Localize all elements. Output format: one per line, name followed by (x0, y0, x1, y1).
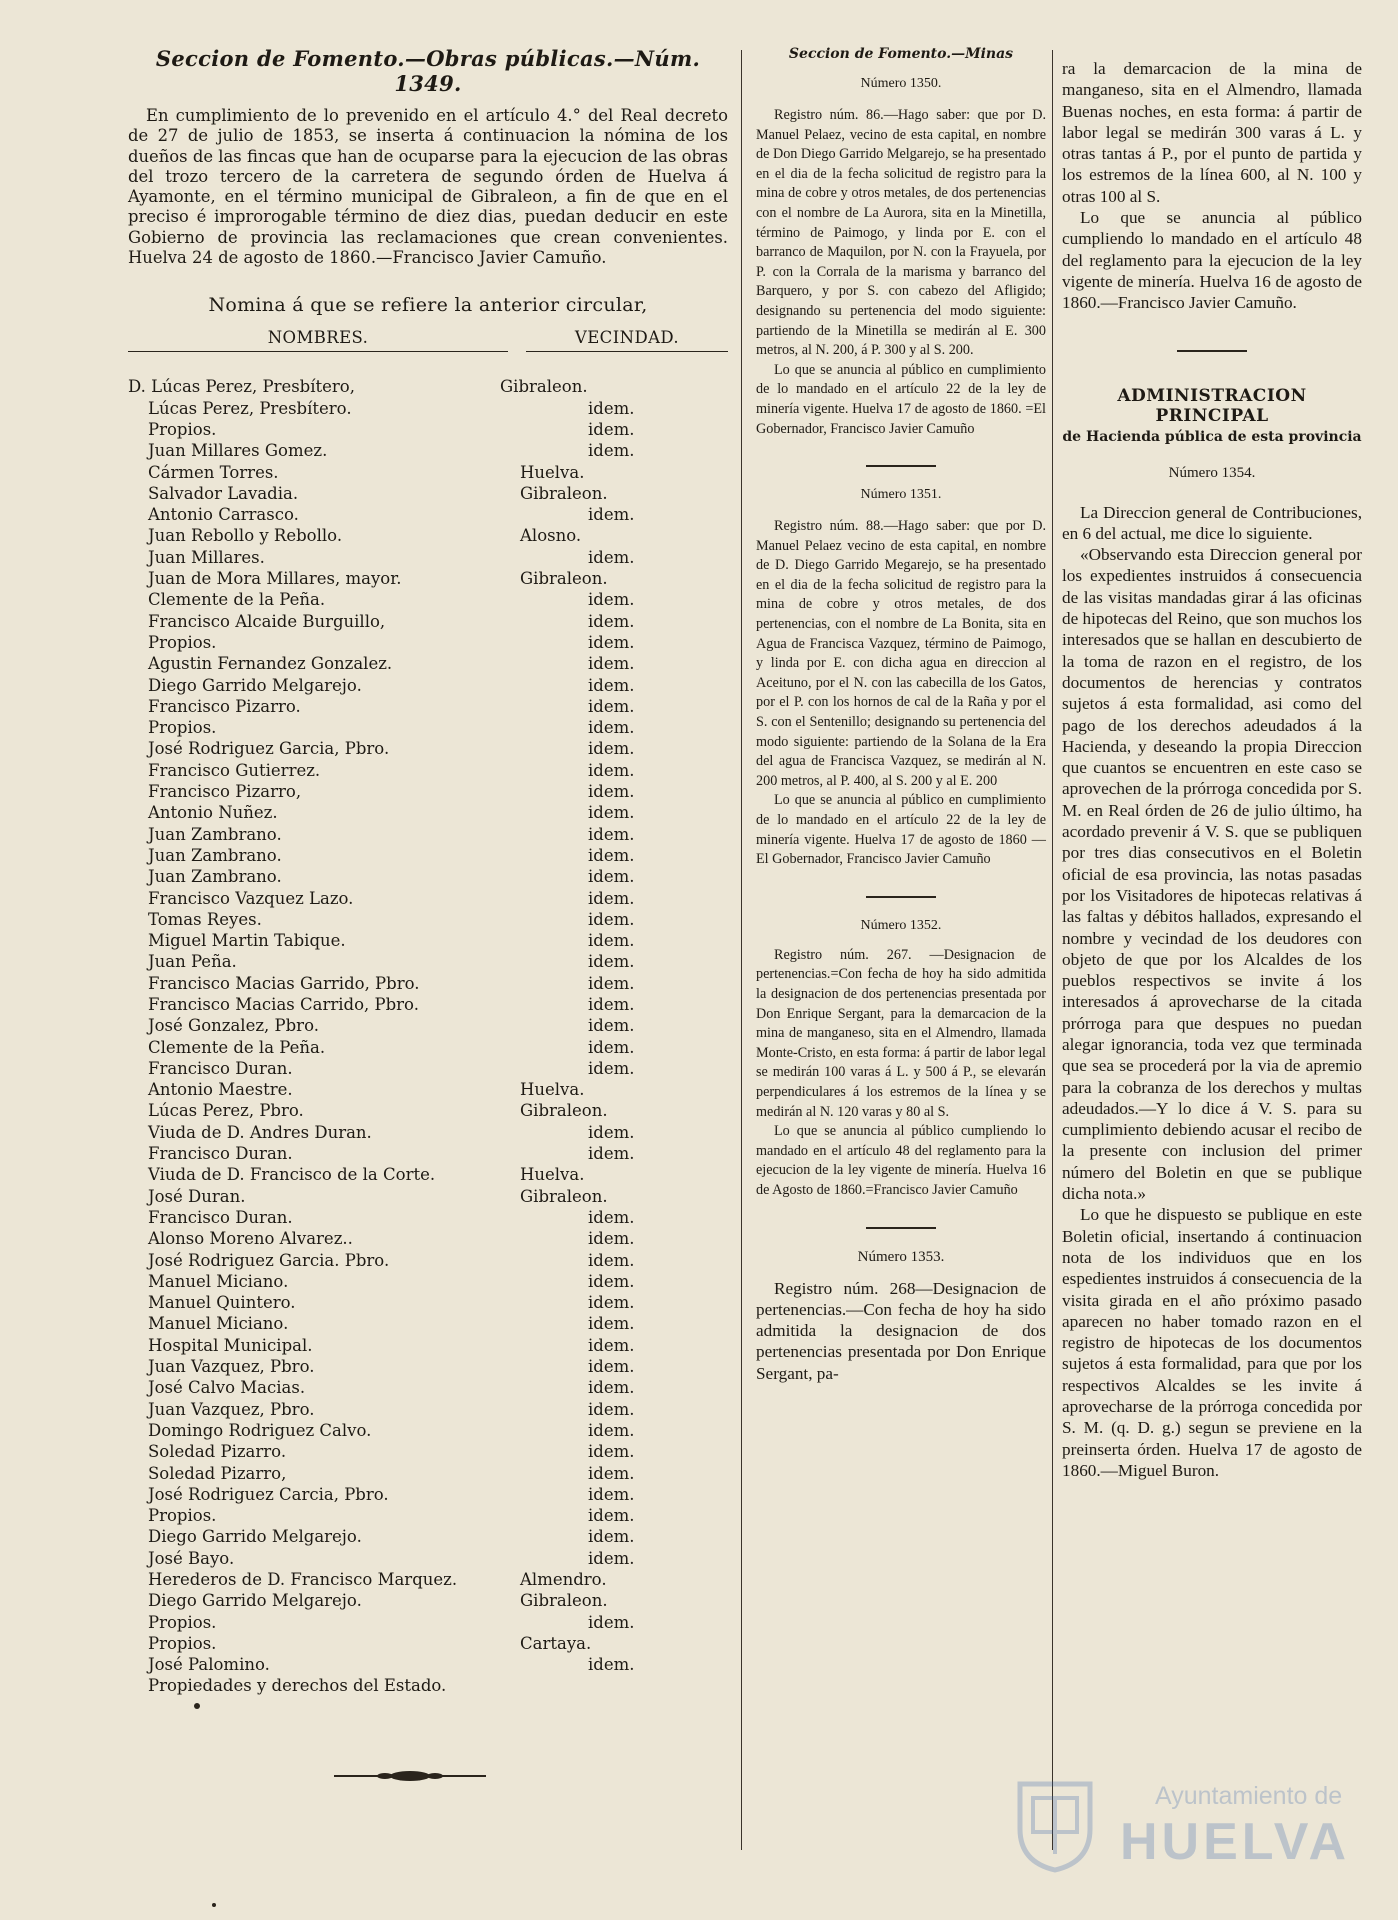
nomina-row (128, 760, 728, 781)
owner-vecindad: idem. (588, 1655, 635, 1675)
owner-vecindad: idem. (588, 845, 635, 865)
owner-vecindad: idem. (588, 760, 635, 780)
owner-name: Juan Vazquez, Pbro. (148, 1399, 315, 1419)
nomina-row (128, 781, 728, 802)
nomina-row (128, 1228, 728, 1249)
nomina-row (128, 909, 728, 930)
decorative-ornament (330, 1769, 490, 1783)
owner-name: Soledad Pizarro, (148, 1463, 287, 1483)
owner-name: Manuel Miciano. (148, 1314, 289, 1334)
nomina-row (128, 589, 728, 610)
number-1353: Número 1353. (857, 1248, 945, 1265)
nomina-row (128, 1015, 728, 1036)
owner-name: Diego Garrido Melgarejo. (148, 1527, 362, 1547)
owner-vecindad: idem. (588, 803, 635, 823)
column-divider-2 (1052, 50, 1053, 1850)
nomina-row (128, 525, 728, 546)
owner-name: Antonio Nuñez. (148, 803, 278, 823)
owner-name: José Bayo. (148, 1548, 235, 1568)
nomina-row (128, 1313, 728, 1334)
owner-vecindad: idem. (588, 1463, 635, 1483)
owner-name: Francisco Duran. (148, 1058, 293, 1078)
nomina-row (128, 1143, 728, 1164)
nomina-row (128, 504, 728, 525)
registro-86-text: Registro núm. 86.—Hago saber: que por D. Manuel Pelaez, vecino de esta capital, en nombre de Don Diego Garrido Melgarejo, se ha presentado en el dia de la fecha solicitud de registro para la mina de cobre y otros metales, de dos pertenencias con el nombre de La Aurora, sita en la Minetilla, término de Paimogo, y linda por E. con el barranco de Maquilon, por N. con la Frayuela, por P. con la Corrala de la marisma y barranco del Barquero, y por S. con cabezo del Afligido; designando su pertenencia del modo siguiente: partiendo de la Minetilla se medirán al E. 300 metros, al N. 200, á P. 300 y al S. 200. (756, 107, 1046, 359)
registro-86-closing: Lo que se anuncia al público en cumplimiento de lo mandado en el artículo 22 de la ley de minería vigente. Huelva 17 de agosto de 1860. =El Gobernador, Francisco Javier Camuño (756, 361, 1046, 437)
nomina-row (128, 802, 728, 823)
nomina-row (128, 1654, 728, 1675)
owner-name: Lúcas Perez, Pbro. (148, 1101, 304, 1121)
owner-vecindad: idem. (588, 718, 635, 738)
nomina-row (128, 611, 728, 632)
nomina-row (128, 462, 728, 483)
nomina-row (128, 1164, 728, 1185)
owner-name: José Rodriguez Garcia, Pbro. (148, 739, 390, 759)
nomina-row (128, 717, 728, 738)
nomina-row (128, 1058, 728, 1079)
nomina-row (128, 653, 728, 674)
hacienda-quote: «Observando esta Direccion general por los expedientes instruidos á consecuencia de las visitas mandadas girar á las oficinas de hipotecas del Reino, que son muchos los interesados que se hallan en descubierto de la toma de razon en el registro, de los documentos de herencias y contratos sujetos á esta formalidad, asi como del pago de los derechos adeudados á la Hacienda, y deseando la propia Direccion que cuantos se encuentren en este caso se aprovechen de la prórroga concedida por S. M. en Real órden de 26 de julio último, ha acordado prevenir á V. S. que se publiquen por tres dias consecutivos en el Boletin oficial de esa provincia, las notas pasadas por los Visitadores de hipotecas relativas á las faltas y débitos hallados, expresando el nombre y vecindad de los deudores con objeto de que por los Alcaldes de los pueblos respectivos se invite á los interesados á aprovecharse de la citada prórroga para que despues no puedan alegar ignorancia, toda vez que terminada que sea se procederá por la via de apremio para la cobranza de los derechos y multas adeudados.—Y lo dice á V. S. para su cumplimiento debiendo acusar el recibo de la presente con inclusion del primer número del Boletin en que se publique dicha nota.» (1062, 545, 1362, 1204)
owner-vecindad: Huelva. (520, 1165, 585, 1185)
owner-vecindad: idem. (588, 1314, 635, 1334)
watermark-line1: Ayuntamiento de (1155, 1782, 1343, 1810)
owner-name: Agustin Fernandez Gonzalez. (148, 654, 393, 674)
owner-name: Francisco Macias Garrido, Pbro. (148, 973, 420, 993)
nomina-row (128, 568, 728, 589)
owner-vecindad: idem. (588, 824, 635, 844)
nomina-row (128, 1569, 728, 1590)
hacienda-closing: Lo que he dispuesto se publique en este Boletin oficial, insertando á continuacion nota de los individuos que en los espedientes instruidos á consecuencia de la visita girada en el año próximo pasado aparecen no haber tomado razon en el registro de hipotecas de los documentos sujetos á esta formalidad, para que por los respectivos Alcaldes se les invite á aprovecharse de la prórroga concedida por S. M. (q. D. g.) segun se previene en la preinserta órden. Huelva 17 de agosto de 1860.—Miguel Buron. (1062, 1205, 1362, 1480)
column-obras-publicas (128, 46, 728, 1697)
owner-vecindad: idem. (588, 654, 635, 674)
print-speck (212, 1903, 216, 1907)
owner-name: Alonso Moreno Alvarez.. (148, 1229, 353, 1249)
registro-268-text: Registro núm. 268—Designacion de pertenencias.—Con fecha de hoy ha sido admitida la designacion de dos pertenencias presentada por Don Enrique Sergant, pa- (756, 1278, 1046, 1383)
owner-vecindad: idem. (588, 675, 635, 695)
owner-name: Francisco Pizarro. (148, 696, 301, 716)
owner-vecindad: idem. (588, 1399, 635, 1419)
nomina-row (128, 845, 728, 866)
owner-name: Clemente de la Peña. (148, 590, 326, 610)
nomina-row (128, 440, 728, 461)
separator-rule (866, 896, 936, 898)
nomina-row (128, 1633, 728, 1654)
owner-name: Propios. (148, 1633, 217, 1653)
owner-name: Juan de Mora Millares, mayor. (148, 569, 402, 589)
section-title-minas: Seccion de Fomento.—Minas (788, 46, 1014, 62)
nomina-list (128, 376, 728, 1696)
nomina-row (128, 419, 728, 440)
owner-name: Salvador Lavadia. (148, 483, 299, 503)
nomina-row (128, 376, 728, 397)
owner-vecindad: Almendro. (520, 1570, 607, 1589)
owner-vecindad: idem. (588, 1207, 635, 1227)
owner-name: Francisco Pizarro, (148, 782, 302, 802)
owner-vecindad: idem. (588, 867, 635, 887)
owner-name: Diego Garrido Melgarejo. (148, 675, 362, 695)
nomina-row (128, 973, 728, 994)
header-vecindad: VECINDAD. (526, 328, 728, 352)
owner-vecindad: Gibraleon. (520, 483, 608, 503)
owner-vecindad: Gibraleon. (520, 1101, 608, 1121)
owner-vecindad: idem. (588, 611, 635, 631)
owner-name: Francisco Vazquez Lazo. (148, 888, 354, 908)
owner-vecindad: idem. (588, 973, 635, 993)
owner-vecindad: idem. (588, 1229, 635, 1249)
owner-vecindad: Huelva. (520, 462, 585, 482)
owner-vecindad: idem. (588, 994, 635, 1014)
owner-vecindad: Gibraleon. (520, 1186, 608, 1206)
section-title-1349: Seccion de Fomento.—Obras públicas.—Núm. 1349. (155, 46, 701, 96)
nomina-row (128, 398, 728, 419)
nomina-row (128, 1037, 728, 1058)
column-minas (756, 46, 1046, 1384)
owner-name: José Gonzalez, Pbro. (148, 1016, 319, 1036)
owner-vecindad: idem. (588, 931, 635, 951)
owner-name: Juan Rebollo y Rebollo. (148, 526, 343, 546)
nomina-row (128, 866, 728, 887)
nomina-row (128, 1612, 728, 1633)
nomina-row (128, 1100, 728, 1121)
owner-name: Miguel Martin Tabique. (148, 931, 346, 951)
nomina-row (128, 1675, 728, 1696)
registro-268-continued: ra la demarcacion de la mina de manganeso, sita en el Almendro, llamada Buenas noches, en esta forma: á partir de labor legal se medirán 300 varas á L. y otras tantas á P., por el punto de partida y los estremos de la línea 600, al N. 100 y otras 100 al S. (1062, 59, 1362, 206)
owner-name: Diego Garrido Melgarejo. (148, 1591, 362, 1611)
nomina-row (128, 483, 728, 504)
watermark-line2: HUELVA (1120, 1813, 1351, 1871)
owner-vecindad: idem. (588, 441, 635, 461)
number-1351: Número 1351. (860, 487, 942, 503)
owner-name: Antonio Carrasco. (148, 505, 299, 525)
owner-vecindad: idem. (588, 1420, 635, 1440)
nomina-row (128, 1292, 728, 1313)
nomina-row (128, 1335, 728, 1356)
nomina-row (128, 632, 728, 653)
owner-vecindad: idem. (588, 590, 635, 610)
separator-rule (1177, 350, 1247, 352)
owner-vecindad: Gibraleon. (520, 1591, 608, 1611)
nomina-column-headers (128, 328, 728, 352)
registro-267-text: Registro núm. 267. —Designacion de pertenencias.=Con fecha de hoy ha sido admitida la designacion de dos pertenencias presentada por Don Enrique Sergant, para la demarcacion de la mina de manganeso, sita en el Almendro, llamada Monte-Cristo, en esta forma: á partir de labor legal se medirán 100 varas á L. y 500 á P., se elevarán perpendiculares á los estremos de la línea y se medirán al N. 120 varas y 80 al S. (756, 946, 1046, 1120)
nomina-row (128, 547, 728, 568)
nomina-row (128, 1420, 728, 1441)
owner-name: Antonio Maestre. (148, 1080, 293, 1100)
nomina-row (128, 1526, 728, 1547)
owner-vecindad: idem. (588, 1527, 635, 1547)
nomina-row (128, 994, 728, 1015)
owner-name: D. Lúcas Perez, Presbítero, (128, 377, 355, 397)
nomina-row (128, 1122, 728, 1143)
number-1354: Número 1354. (1168, 464, 1256, 481)
nomina-row (128, 696, 728, 717)
owner-vecindad: idem. (588, 1037, 635, 1057)
registro-267-closing: Lo que se anuncia al público cumpliendo lo mandado en el artículo 48 del reglamento para la ejecucion de la ley vigente de minería. Huelva 16 de Agosto de 1860.=Francisco Javier Camuño (756, 1123, 1046, 1198)
owner-name: Tomas Reyes. (148, 909, 262, 929)
nomina-row (128, 1399, 728, 1420)
owner-name: Hospital Municipal. (148, 1335, 313, 1355)
owner-vecindad: idem. (588, 782, 635, 802)
owner-vecindad: idem. (588, 739, 635, 759)
owner-name: Cármen Torres. (148, 462, 279, 482)
owner-name: Propios. (148, 632, 217, 652)
owner-name: Domingo Rodriguez Calvo. (148, 1420, 372, 1440)
owner-vecindad: Cartaya. (520, 1633, 592, 1653)
owner-vecindad: Gibraleon. (520, 569, 608, 589)
owner-name: Clemente de la Peña. (148, 1037, 326, 1057)
registro-268-closing: Lo que se anuncia al público cumpliendo lo mandado en el artículo 48 del reglamento para la ejecucion de la ley vigente de minería. Huelva 16 de agosto de 1860.—Francisco Javier Camuño. (1062, 208, 1362, 313)
owner-name: Propios. (148, 1612, 217, 1632)
nomina-row (128, 1441, 728, 1462)
owner-name: Propios. (148, 1506, 217, 1526)
owner-name: Manuel Miciano. (148, 1271, 289, 1291)
owner-vecindad: idem. (588, 1122, 635, 1142)
owner-vecindad: idem. (588, 1144, 635, 1164)
owner-vecindad: idem. (588, 1378, 635, 1398)
owner-name: Viuda de D. Andres Duran. (148, 1122, 372, 1142)
nomina-row (128, 1356, 728, 1377)
owner-name: Juan Millares Gomez. (148, 441, 328, 461)
owner-vecindad: idem. (588, 909, 635, 929)
nomina-row (128, 1484, 728, 1505)
owner-name: Juan Zambrano. (148, 845, 282, 865)
nomina-row (128, 1377, 728, 1398)
owner-name: Lúcas Perez, Presbítero. (148, 398, 352, 418)
separator-rule (866, 465, 936, 467)
nomina-row (128, 1271, 728, 1292)
owner-name: Propiedades y derechos del Estado. (148, 1676, 447, 1696)
owner-vecindad: idem. (588, 398, 635, 418)
owner-name: Francisco Macias Carrido, Pbro. (148, 994, 419, 1014)
nomina-row (128, 1505, 728, 1526)
nomina-row (128, 1590, 728, 1611)
registro-88-text: Registro núm. 88.—Hago saber: que por D. Manuel Pelaez vecino de esta capital, en nombre de D. Diego Garrido Megarejo, se ha presentado en el dia de la fecha solicitud de registro para la mina de cobre y otros metales, de dos pertenencias, con el nombre de La Bonita, sita en Agua de Francisca Vazquez, término de Paimogo, y linda por E. con dicha agua en direccion al Aceituno, por el N. con las cabecilla de los Gatos, por el P. con los hornos de cal de la Raña y por el S. con el Sentenillo; designando su pertenencia del modo siguiente: partiendo de la Solana de la Era del agua de Francisca Vazquez, se medirán al N. 200 metros, al P. 400, al S. 200 y al E. 200 (756, 518, 1046, 789)
nomina-row (128, 824, 728, 845)
nomina-row (128, 1079, 728, 1100)
owner-name: Soledad Pizarro. (148, 1442, 287, 1462)
owner-vecindad: idem. (588, 696, 635, 716)
owner-name: José Rodriguez Garcia. Pbro. (148, 1250, 390, 1270)
circular-1349-text: En cumplimiento de lo prevenido en el artículo 4.° del Real decreto de 27 de julio de 1853, se inserta á continuacion la nómina de los dueños de las fincas que han de ocuparse para la ejecucion de las obras del trozo tercero de la carretera de segundo órden de Huelva á Ayamonte, en el término municipal de Gibraleon, a fin de que en el preciso é improrogable término de diez dias, puedan deducir en este Gobierno de provincia las reclamaciones que crean convenientes. Huelva 24 de agosto de 1860.—Francisco Javier Camuño. (128, 106, 728, 268)
owner-vecindad: idem. (588, 505, 635, 525)
owner-vecindad: Huelva. (520, 1080, 585, 1100)
nomina-row (128, 951, 728, 972)
nomina-row (128, 1207, 728, 1228)
owner-name: Herederos de D. Francisco Marquez. (148, 1570, 458, 1589)
owner-name: Francisco Gutierrez. (148, 760, 321, 780)
owner-vecindad: idem. (588, 1271, 635, 1291)
separator-rule (866, 1227, 936, 1229)
owner-name: Juan Peña. (148, 952, 237, 972)
admin-subheading: de Hacienda pública de esta provincia (1062, 428, 1362, 445)
nomina-row (128, 675, 728, 696)
owner-name: Manuel Quintero. (148, 1293, 296, 1313)
owner-name: Viuda de D. Francisco de la Corte. (148, 1165, 436, 1185)
owner-vecindad: idem. (588, 952, 635, 972)
owner-vecindad: idem. (588, 1548, 635, 1568)
owner-name: José Rodriguez Carcia, Pbro. (148, 1484, 389, 1504)
owner-vecindad: idem. (588, 1612, 635, 1632)
owner-vecindad (520, 1675, 728, 1696)
nomina-row (128, 738, 728, 759)
owner-name: José Duran. (148, 1186, 246, 1206)
nomina-row (128, 930, 728, 951)
owner-vecindad: idem. (588, 1293, 635, 1313)
owner-name: Francisco Duran. (148, 1207, 293, 1227)
owner-vecindad: idem. (588, 1250, 635, 1270)
owner-name: José Calvo Macias. (148, 1378, 306, 1398)
owner-vecindad: Gibraleon. (500, 377, 588, 397)
owner-vecindad: Alosno. (520, 526, 582, 546)
owner-name: Propios. (148, 419, 217, 439)
owner-vecindad: idem. (588, 1016, 635, 1036)
owner-vecindad: idem. (588, 1058, 635, 1078)
registro-88-closing: Lo que se anuncia al público en cumplimiento de lo mandado en el artículo 22 de la ley de minería vigente. Huelva 17 de agosto de 1860 —El Gobernador, Francisco Javier Camuño (756, 792, 1046, 868)
number-1352: Número 1352. (860, 917, 942, 933)
owner-name: Juan Millares. (148, 547, 265, 567)
owner-name: Juan Zambrano. (148, 867, 282, 887)
hacienda-intro: La Direccion general de Contribuciones, en 6 del actual, me dice lo siguiente. (1062, 502, 1362, 543)
number-1350: Número 1350. (860, 76, 942, 91)
owner-vecindad: idem. (588, 1357, 635, 1377)
owner-name: Francisco Duran. (148, 1144, 293, 1164)
nomina-row (128, 1250, 728, 1271)
column-divider-1 (741, 50, 742, 1850)
owner-name: Juan Zambrano. (148, 824, 282, 844)
owner-name: Juan Vazquez, Pbro. (148, 1357, 315, 1377)
print-speck (194, 1703, 200, 1709)
nomina-row (128, 1548, 728, 1569)
owner-vecindad: idem. (588, 888, 635, 908)
coat-of-arms-icon (1005, 1774, 1105, 1874)
owner-name: Francisco Alcaide Burguillo, (148, 611, 386, 631)
admin-heading: ADMINISTRACION PRINCIPAL (1117, 385, 1307, 426)
owner-vecindad: idem. (588, 547, 635, 567)
owner-vecindad: idem. (588, 1335, 635, 1355)
nomina-row (128, 888, 728, 909)
column-hacienda (1062, 58, 1362, 1481)
nomina-row (128, 1186, 728, 1207)
owner-name: Propios. (148, 718, 217, 738)
owner-vecindad: idem. (588, 1442, 635, 1462)
archive-watermark (1005, 1770, 1365, 1875)
owner-vecindad: idem. (588, 632, 635, 652)
header-nombres: NOMBRES. (128, 328, 508, 352)
owner-name: José Palomino. (148, 1655, 270, 1675)
nomina-row (128, 1463, 728, 1484)
owner-vecindad: idem. (588, 1484, 635, 1504)
owner-vecindad: idem. (588, 419, 635, 439)
nomina-subtitle: Nomina á que se refiere la anterior circular, (208, 294, 648, 317)
owner-vecindad: idem. (588, 1506, 635, 1526)
